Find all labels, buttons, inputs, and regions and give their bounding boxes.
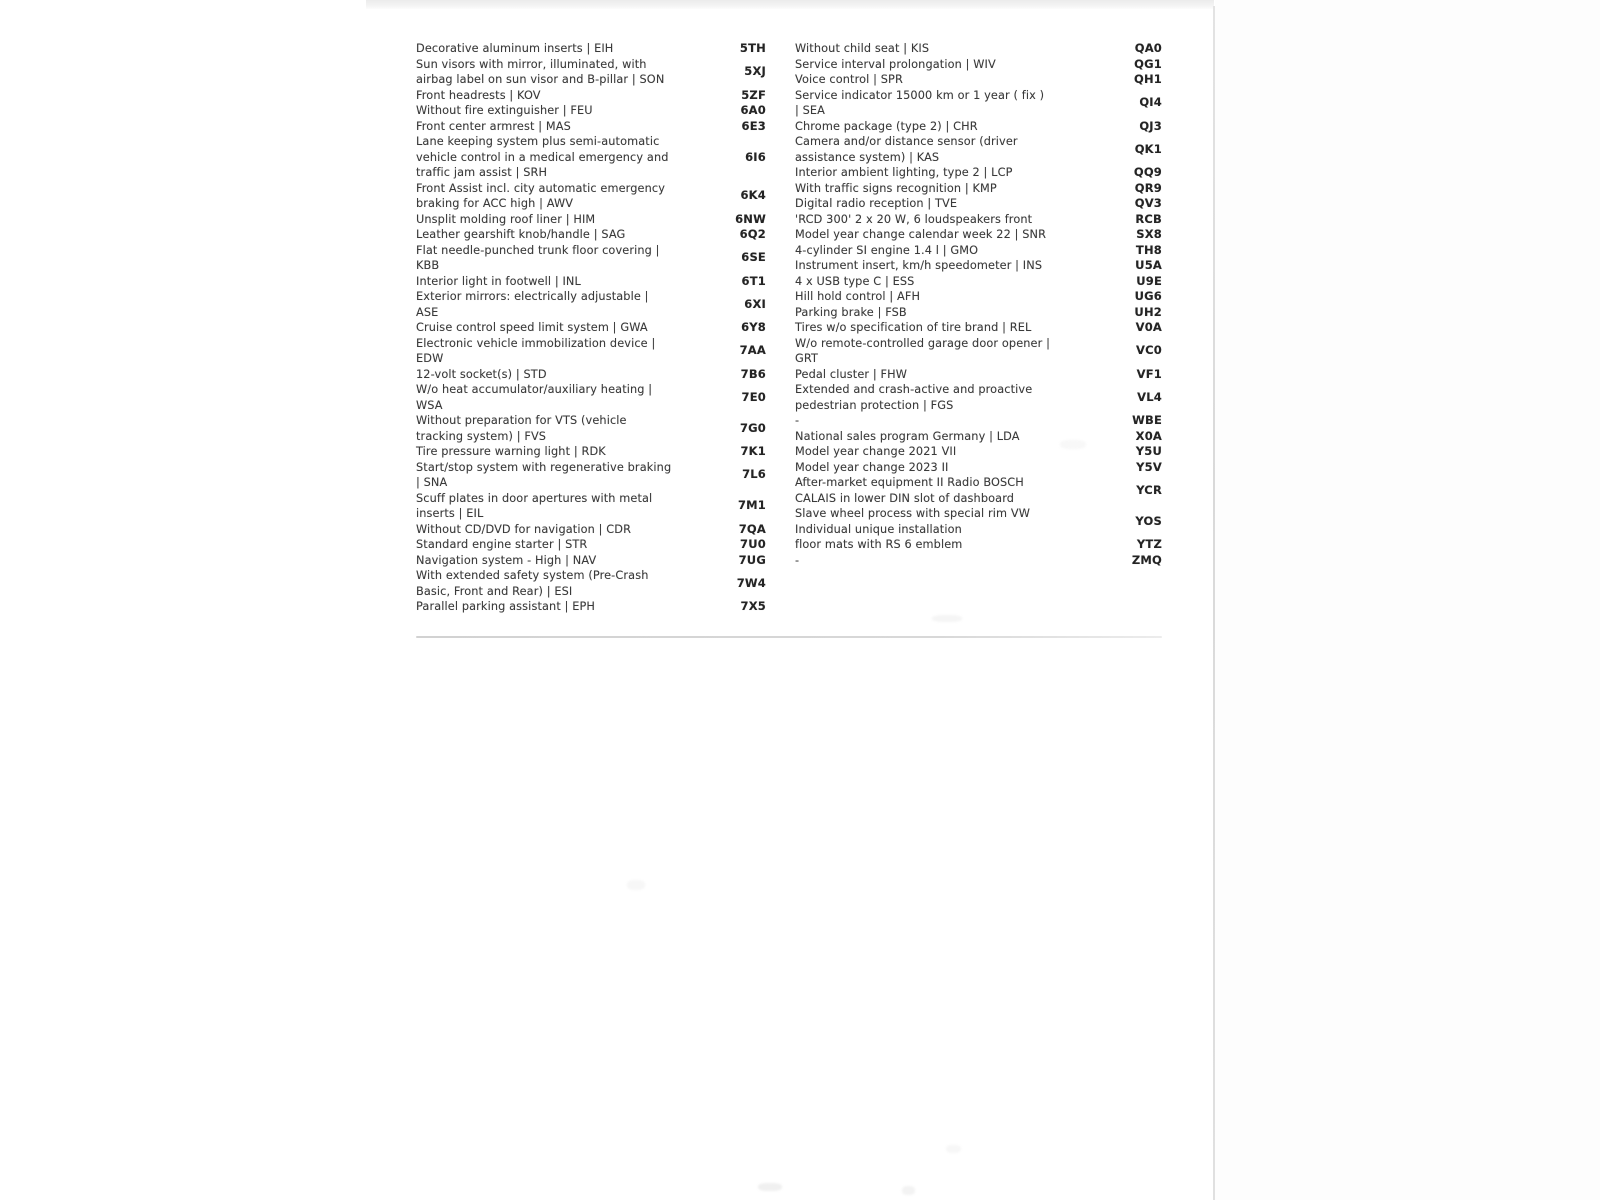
equipment-entry xyxy=(795,134,1162,165)
equipment-description xyxy=(416,212,727,228)
equipment-description xyxy=(416,553,731,569)
equipment-description-line: Unsplit molding roof liner | HIM xyxy=(416,212,596,226)
equipment-description-line: Decorative aluminum inserts | EIH xyxy=(416,42,614,55)
equipment-description-line: 4-cylinder SI engine 1.4 l | GMO xyxy=(795,243,979,257)
page-top-edge-shadow xyxy=(366,0,1214,9)
equipment-entry xyxy=(416,367,766,383)
equipment-description-line: airbag label on sun visor and B-pillar | SON xyxy=(416,73,665,86)
equipment-code: 7U0 xyxy=(740,537,766,551)
equipment-description-line: floor mats with RS 6 emblem xyxy=(795,538,963,551)
equipment-description xyxy=(416,274,734,290)
equipment-description-line: tracking system) | FVS xyxy=(416,429,547,443)
equipment-description xyxy=(795,165,1126,181)
equipment-description-line: Instrument insert, km/h speedometer | INS xyxy=(795,259,1043,272)
equipment-description-line: Service interval prolongation | WIV xyxy=(795,57,996,71)
equipment-code: 7QA xyxy=(738,521,766,536)
equipment-entry xyxy=(795,367,1162,383)
equipment-description xyxy=(795,72,1126,88)
equipment-entry xyxy=(416,460,766,491)
equipment-description xyxy=(416,227,732,243)
equipment-entry xyxy=(416,243,766,274)
equipment-column-right xyxy=(795,41,1162,568)
equipment-description-line: Navigation system - High | NAV xyxy=(416,553,597,567)
equipment-description-line: Interior light in footwell | INL xyxy=(416,274,581,288)
equipment-description-line: Electronic vehicle immobilization device | xyxy=(416,336,656,350)
equipment-code: WBE xyxy=(1132,413,1162,427)
equipment-code: 6XI xyxy=(744,296,766,311)
equipment-code: QH1 xyxy=(1133,72,1162,86)
equipment-code: QR9 xyxy=(1134,180,1162,195)
equipment-code: X0A xyxy=(1135,428,1162,443)
equipment-description-line: Scuff plates in door apertures with metal xyxy=(416,491,653,505)
equipment-code: 5TH xyxy=(739,41,766,55)
equipment-description xyxy=(795,41,1127,57)
equipment-description xyxy=(795,305,1126,321)
equipment-code: 6A0 xyxy=(740,103,766,117)
equipment-description-line: | SEA xyxy=(795,104,826,117)
equipment-entry xyxy=(416,103,766,119)
equipment-description-line: W/o remote-controlled garage door opener | xyxy=(795,336,1051,350)
equipment-entry xyxy=(795,227,1162,243)
equipment-description xyxy=(795,196,1127,212)
equipment-entry xyxy=(416,134,766,181)
equipment-description-line: KBB xyxy=(416,259,440,272)
equipment-entry xyxy=(795,57,1162,73)
equipment-description-line: Voice control | SPR xyxy=(795,73,903,86)
equipment-code: 6T1 xyxy=(741,273,766,288)
equipment-code: 7M1 xyxy=(737,498,766,513)
equipment-description-line: Camera and/or distance sensor (driver xyxy=(795,135,1018,148)
equipment-code: SX8 xyxy=(1136,227,1162,241)
equipment-description-line: Interior ambient lighting, type 2 | LCP xyxy=(795,166,1013,179)
equipment-description-line: GRT xyxy=(795,352,819,365)
equipment-description xyxy=(416,88,733,104)
equipment-description-line: Parking brake | FSB xyxy=(795,305,907,319)
equipment-description xyxy=(416,444,732,460)
equipment-description-line: - xyxy=(795,553,800,567)
equipment-description-line: Standard engine starter | STR xyxy=(416,538,588,551)
equipment-code: 6SE xyxy=(741,250,766,265)
equipment-entry xyxy=(416,274,766,290)
equipment-code: YOS xyxy=(1135,513,1162,528)
equipment-entry xyxy=(795,336,1162,367)
equipment-description xyxy=(416,57,736,88)
equipment-code: UG6 xyxy=(1134,289,1162,303)
equipment-description-line: Digital radio reception | TVE xyxy=(795,197,958,210)
equipment-entry xyxy=(416,88,766,104)
equipment-code: ZMQ xyxy=(1131,552,1162,567)
equipment-description-line: Model year change 2023 II xyxy=(795,460,949,474)
equipment-entry xyxy=(795,382,1162,413)
equipment-code: 7G0 xyxy=(739,420,766,435)
equipment-code: 6E3 xyxy=(741,118,766,133)
equipment-description xyxy=(416,119,734,135)
equipment-code: RCB xyxy=(1135,211,1162,226)
equipment-description-line: 4 x USB type C | ESS xyxy=(795,274,915,288)
equipment-description xyxy=(795,274,1128,290)
equipment-entry xyxy=(416,57,766,88)
equipment-entry xyxy=(795,444,1162,460)
equipment-entry xyxy=(416,553,766,569)
equipment-code: 7E0 xyxy=(741,389,766,404)
equipment-description xyxy=(416,522,731,538)
equipment-code: VC0 xyxy=(1136,343,1162,358)
equipment-entry xyxy=(795,413,1162,429)
equipment-entry xyxy=(416,537,766,553)
equipment-entry xyxy=(795,181,1162,197)
equipment-description xyxy=(416,599,733,615)
equipment-description xyxy=(795,537,1129,553)
equipment-code: QQ9 xyxy=(1133,165,1162,179)
equipment-description xyxy=(416,537,732,553)
equipment-code: 5ZF xyxy=(741,87,766,102)
equipment-description xyxy=(795,320,1128,336)
equipment-code: 7W4 xyxy=(736,575,766,590)
equipment-description-line: 'RCD 300' 2 x 20 W, 6 loudspeakers front xyxy=(795,212,1033,226)
equipment-code: QV3 xyxy=(1134,196,1162,210)
equipment-entry xyxy=(416,336,766,367)
equipment-description xyxy=(416,336,732,367)
equipment-description xyxy=(416,460,734,491)
equipment-description-line: Extended and crash-active and proactive xyxy=(795,383,1033,396)
equipment-description xyxy=(795,336,1128,367)
equipment-entry xyxy=(416,599,766,615)
equipment-description xyxy=(795,289,1127,305)
equipment-description-line: Service indicator 15000 km or 1 year ( fix ) xyxy=(795,88,1045,102)
equipment-entry xyxy=(795,506,1162,537)
equipment-code: UH2 xyxy=(1134,304,1162,319)
equipment-code: 6I6 xyxy=(745,149,766,164)
equipment-description-line: Tires w/o specification of tire brand | REL xyxy=(795,321,1032,334)
equipment-description-line: Flat needle-punched trunk floor covering | xyxy=(416,243,660,257)
equipment-entry xyxy=(416,413,766,444)
equipment-code: QA0 xyxy=(1134,41,1162,55)
equipment-entry xyxy=(795,243,1162,259)
equipment-description-line: National sales program Germany | LDA xyxy=(795,429,1020,443)
equipment-description xyxy=(416,568,729,599)
equipment-description xyxy=(795,506,1127,537)
equipment-description xyxy=(795,212,1127,228)
equipment-description xyxy=(795,88,1131,119)
equipment-description-line: - xyxy=(795,414,800,427)
equipment-description-line: braking for ACC high | AWV xyxy=(416,197,574,210)
equipment-description xyxy=(416,103,732,119)
equipment-description-line: Without child seat | KIS xyxy=(795,42,930,55)
equipment-description-line: Basic, Front and Rear) | ESI xyxy=(416,584,573,598)
equipment-description-line: Cruise control speed limit system | GWA xyxy=(416,321,648,334)
equipment-entry xyxy=(416,491,766,522)
equipment-code: VL4 xyxy=(1137,389,1162,404)
equipment-code: QG1 xyxy=(1134,56,1162,71)
equipment-entry xyxy=(416,320,766,336)
equipment-code: U9E xyxy=(1136,273,1162,288)
equipment-description-line: traffic jam assist | SRH xyxy=(416,166,548,179)
equipment-description-line: Model year change calendar week 22 | SNR xyxy=(795,228,1047,241)
equipment-entry xyxy=(416,181,766,212)
equipment-description-line: Front center armrest | MAS xyxy=(416,119,571,133)
equipment-entry xyxy=(416,444,766,460)
equipment-description-line: Without fire extinguisher | FEU xyxy=(416,104,593,117)
equipment-description-line: inserts | EIL xyxy=(416,507,484,520)
equipment-description-line: | SNA xyxy=(416,476,448,489)
equipment-entry xyxy=(795,460,1162,476)
equipment-description xyxy=(795,553,1124,569)
equipment-code: QK1 xyxy=(1134,141,1162,156)
equipment-code: 7L6 xyxy=(742,467,766,482)
equipment-description xyxy=(795,367,1129,383)
equipment-description xyxy=(416,367,733,383)
equipment-description-line: Hill hold control | AFH xyxy=(795,290,921,303)
equipment-description-line: Lane keeping system plus semi-automatic xyxy=(416,135,660,148)
equipment-entry xyxy=(795,429,1162,445)
equipment-entry xyxy=(795,320,1162,336)
equipment-description-line: Front headrests | KOV xyxy=(416,88,541,102)
equipment-code: 6Q2 xyxy=(739,227,766,241)
equipment-description xyxy=(416,413,732,444)
equipment-description xyxy=(795,134,1127,165)
equipment-description-line: With traffic signs recognition | KMP xyxy=(795,181,997,195)
equipment-description-line: Chrome package (type 2) | CHR xyxy=(795,119,978,133)
equipment-code: 7AA xyxy=(739,343,766,358)
equipment-description xyxy=(795,413,1124,429)
equipment-entry xyxy=(795,41,1162,57)
equipment-description-line: assistance system) | KAS xyxy=(795,150,940,164)
equipment-code: TH8 xyxy=(1135,242,1162,257)
equipment-entry xyxy=(795,212,1162,228)
equipment-entry xyxy=(795,119,1162,135)
equipment-description-line: Slave wheel process with special rim VW xyxy=(795,507,1031,520)
scan-margin-tint xyxy=(1215,0,1600,1200)
equipment-description-line: Without CD/DVD for navigation | CDR xyxy=(416,522,632,536)
equipment-description-line: After-market equipment II Radio BOSCH xyxy=(795,476,1024,489)
equipment-code: YTZ xyxy=(1136,537,1162,551)
equipment-entry xyxy=(795,305,1162,321)
equipment-description-line: Start/stop system with regenerative braking xyxy=(416,460,672,474)
equipment-entry xyxy=(795,537,1162,553)
scan-artifact xyxy=(932,615,962,622)
equipment-description xyxy=(795,227,1128,243)
equipment-description xyxy=(795,460,1128,476)
equipment-description-line: Parallel parking assistant | EPH xyxy=(416,600,596,613)
scan-artifact xyxy=(627,880,645,890)
equipment-entry xyxy=(416,289,766,320)
equipment-entry xyxy=(795,72,1162,88)
equipment-code: YCR xyxy=(1136,482,1162,497)
equipment-code: Y5V xyxy=(1136,459,1162,474)
equipment-description xyxy=(416,382,734,413)
equipment-entry xyxy=(795,289,1162,305)
equipment-description xyxy=(416,491,730,522)
equipment-description-line: EDW xyxy=(416,352,444,365)
equipment-description-line: pedestrian protection | FGS xyxy=(795,398,954,412)
equipment-description xyxy=(795,181,1127,197)
equipment-entry xyxy=(416,227,766,243)
equipment-description-line: Model year change 2021 VII xyxy=(795,445,957,458)
equipment-column-left xyxy=(416,41,766,615)
equipment-description-line: CALAIS in lower DIN slot of dashboard xyxy=(795,491,1015,505)
equipment-code: VF1 xyxy=(1136,366,1162,381)
equipment-code: U5A xyxy=(1135,258,1162,272)
equipment-description xyxy=(795,119,1131,135)
scan-artifact xyxy=(902,1186,915,1195)
equipment-entry xyxy=(416,522,766,538)
horizontal-divider xyxy=(416,636,1162,638)
equipment-code: 5XJ xyxy=(744,64,766,79)
equipment-description-line: Leather gearshift knob/handle | SAG xyxy=(416,228,626,241)
scan-artifact xyxy=(1060,440,1086,449)
equipment-code: 7K1 xyxy=(740,444,766,458)
equipment-description xyxy=(795,57,1126,73)
equipment-entry xyxy=(416,568,766,599)
equipment-entry xyxy=(795,553,1162,569)
equipment-description-line: Tire pressure warning light | RDK xyxy=(416,445,606,458)
equipment-code: 6Y8 xyxy=(741,320,766,334)
scan-artifact xyxy=(946,1145,961,1153)
equipment-description xyxy=(795,475,1128,506)
equipment-description xyxy=(416,134,737,181)
equipment-description xyxy=(416,181,732,212)
page-edge-line xyxy=(1213,6,1215,1200)
equipment-description-line: W/o heat accumulator/auxiliary heating | xyxy=(416,383,653,396)
equipment-code: 6K4 xyxy=(740,188,766,203)
equipment-description xyxy=(795,382,1129,413)
equipment-description-line: Pedal cluster | FHW xyxy=(795,367,908,381)
equipment-description-line: vehicle control in a medical emergency and xyxy=(416,150,669,164)
equipment-description xyxy=(416,320,733,336)
equipment-code: QJ3 xyxy=(1139,118,1162,133)
equipment-entry xyxy=(416,212,766,228)
equipment-code: 7B6 xyxy=(740,366,766,381)
equipment-description xyxy=(416,289,736,320)
equipment-entry xyxy=(795,165,1162,181)
equipment-description-line: ASE xyxy=(416,305,439,319)
equipment-entry xyxy=(795,88,1162,119)
equipment-code: 6NW xyxy=(735,211,766,226)
equipment-description-line: Sun visors with mirror, illuminated, with xyxy=(416,57,647,71)
equipment-description-line: 12-volt socket(s) | STD xyxy=(416,367,547,381)
equipment-description xyxy=(795,243,1128,259)
equipment-entry xyxy=(795,274,1162,290)
equipment-description xyxy=(795,258,1127,274)
equipment-description xyxy=(416,41,732,57)
equipment-entry xyxy=(416,41,766,57)
equipment-description-line: Exterior mirrors: electrically adjustable | xyxy=(416,290,649,303)
equipment-code: Y5U xyxy=(1135,444,1162,458)
equipment-entry xyxy=(416,382,766,413)
equipment-entry xyxy=(795,475,1162,506)
equipment-description-line: WSA xyxy=(416,398,443,412)
equipment-description-line: Front Assist incl. city automatic emergency xyxy=(416,181,666,195)
equipment-description-line: Individual unique installation xyxy=(795,522,962,536)
equipment-entry xyxy=(416,119,766,135)
equipment-entry xyxy=(795,196,1162,212)
equipment-code: 7UG xyxy=(738,552,766,567)
scan-artifact xyxy=(758,1183,782,1191)
equipment-code: QI4 xyxy=(1139,95,1162,110)
equipment-description-line: With extended safety system (Pre-Crash xyxy=(416,569,649,582)
equipment-code: 7X5 xyxy=(740,599,766,613)
equipment-description-line: Without preparation for VTS (vehicle xyxy=(416,414,627,427)
equipment-description xyxy=(416,243,733,274)
equipment-entry xyxy=(795,258,1162,274)
equipment-code: V0A xyxy=(1135,320,1162,334)
